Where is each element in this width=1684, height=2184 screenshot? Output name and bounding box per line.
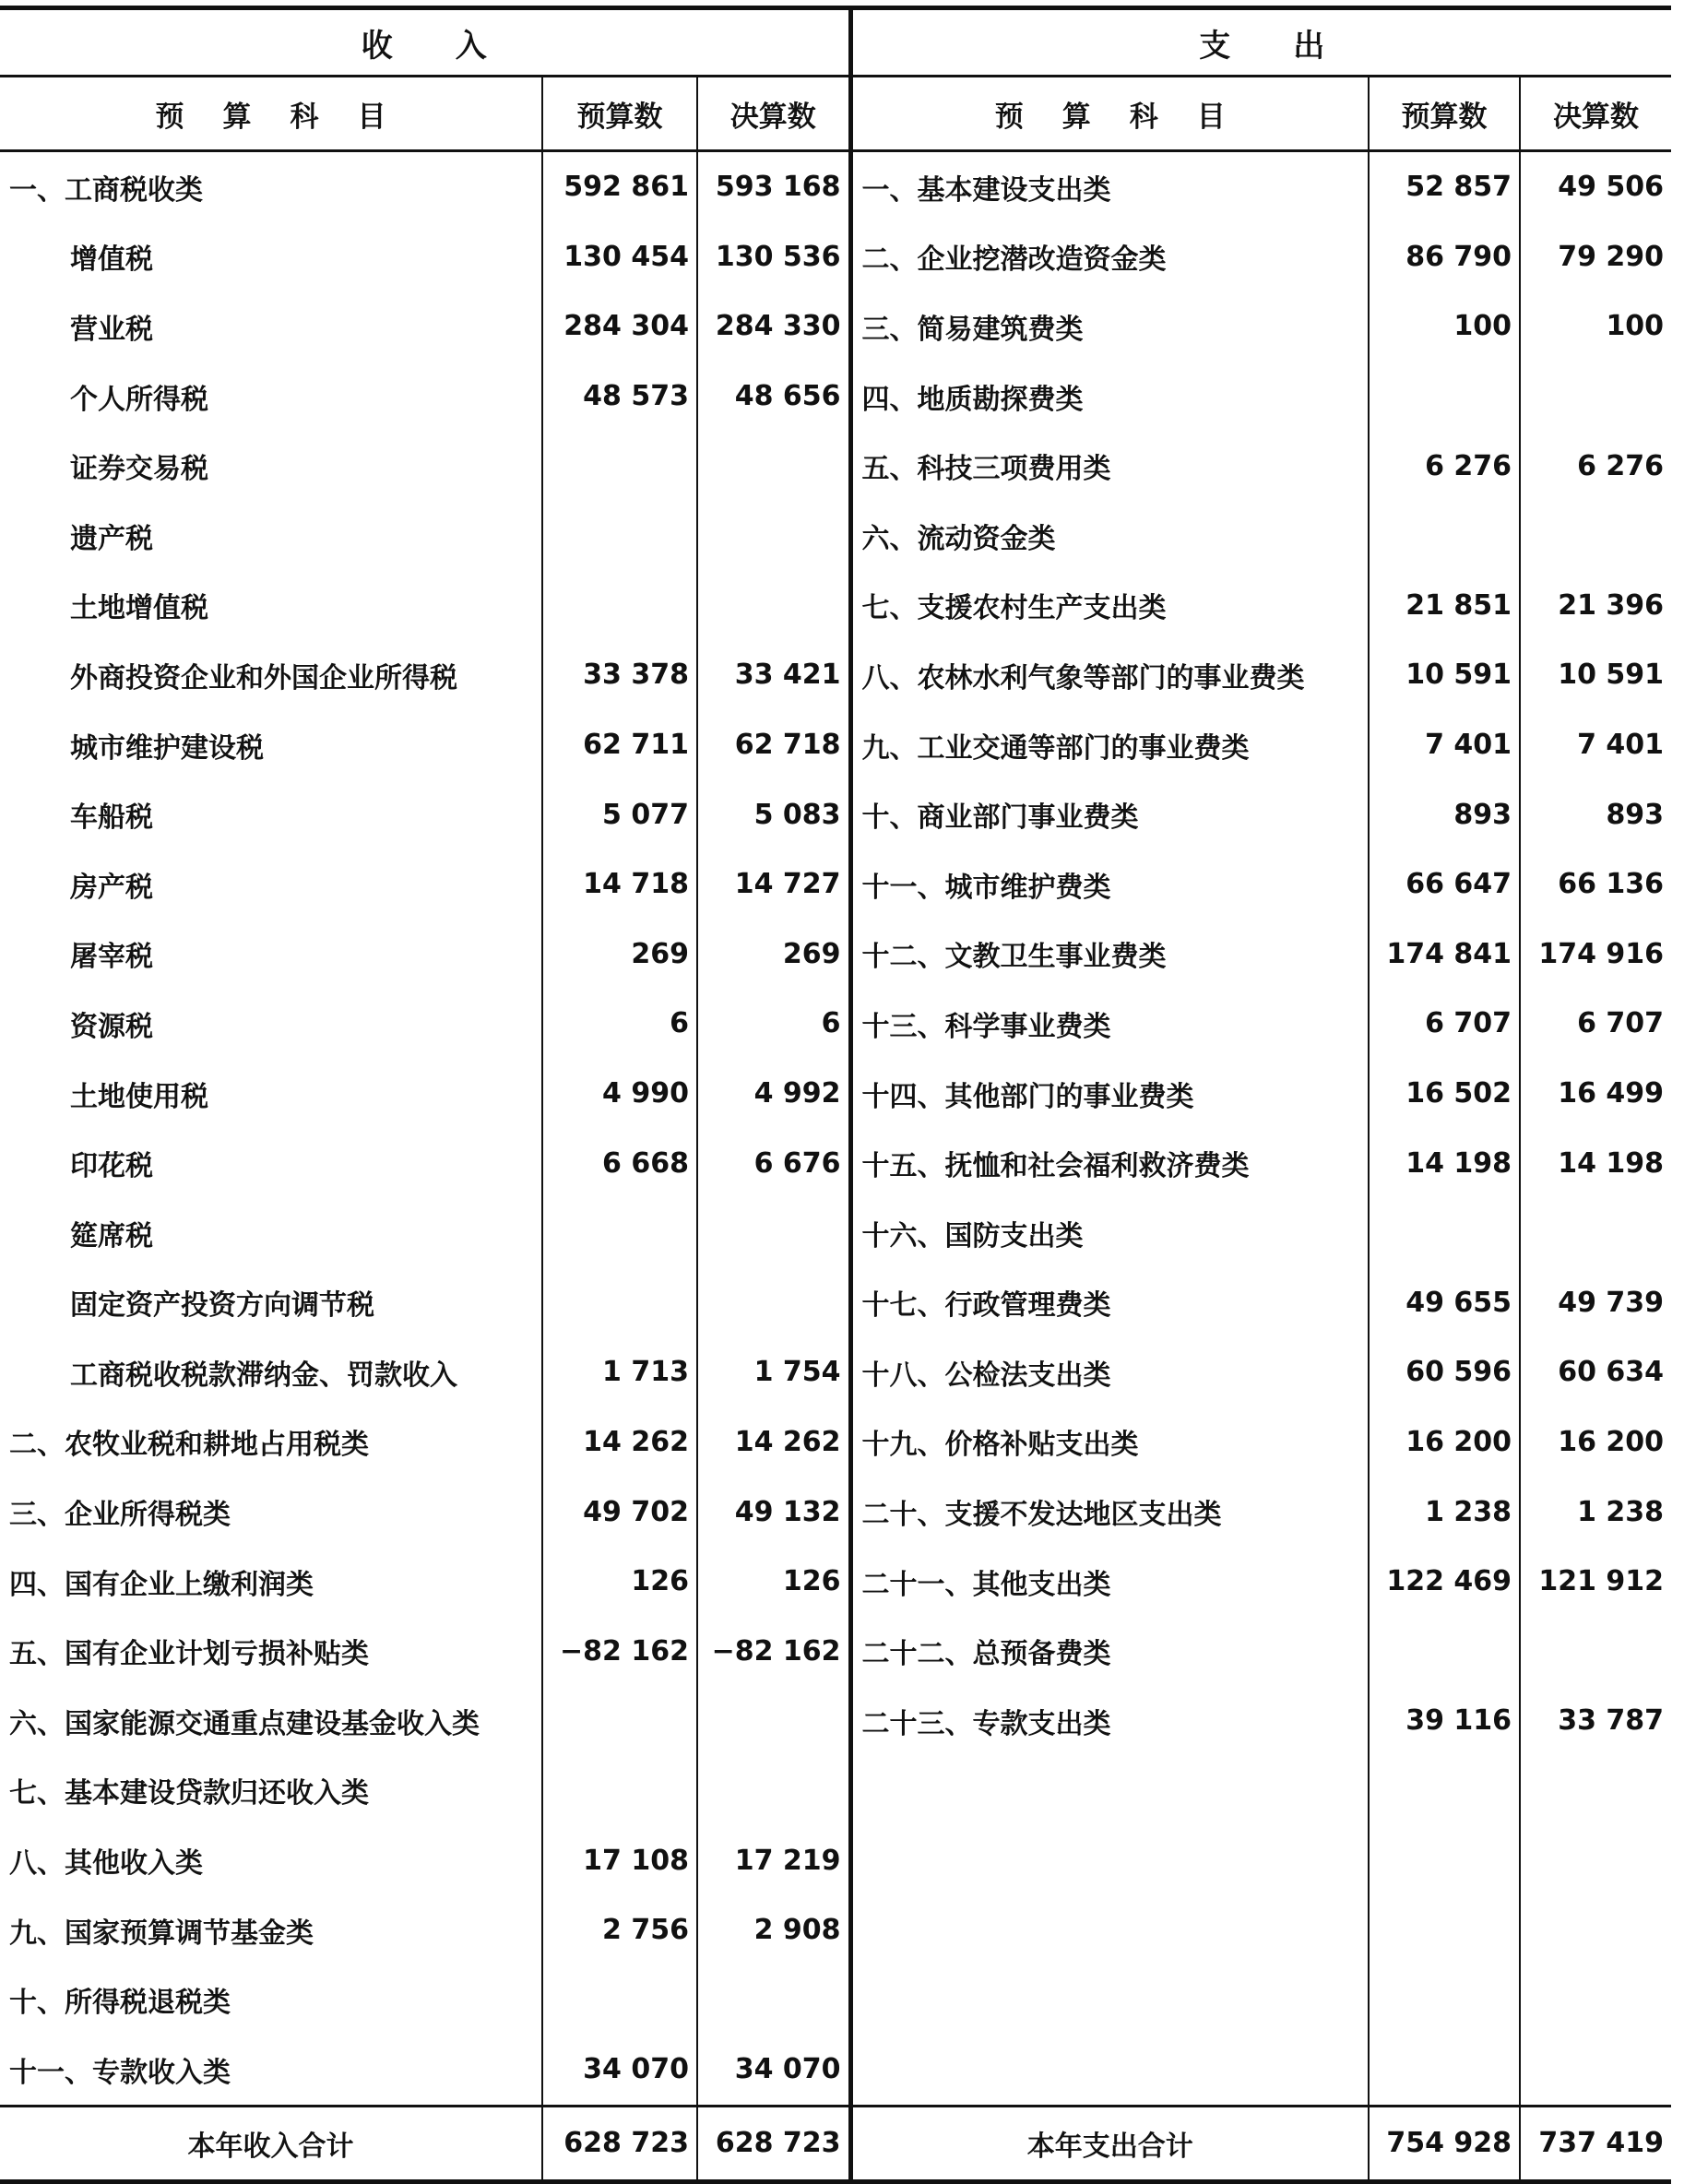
income-budget-value: 62 711 (542, 710, 697, 780)
table-row (0, 1337, 1671, 1407)
income-final-value (697, 431, 850, 501)
expense-budget-value: 893 (1369, 779, 1520, 849)
expense-final-value: 893 (1606, 798, 1665, 831)
income-item-name: 工商税收税款滞纳金、罚款收入 (0, 1337, 542, 1407)
table-row (0, 1895, 1671, 1965)
expense-budget-header: 预算数 (1369, 77, 1520, 151)
income-item-name: 土地增值税 (0, 571, 542, 641)
income-item-name: 资源税 (0, 989, 542, 1059)
table-row (0, 1686, 1671, 1756)
table-row (0, 1477, 1671, 1547)
expense-final-value: 66 136 (1558, 868, 1665, 901)
total-row (0, 2106, 1671, 2181)
budget-table (0, 6, 1671, 2184)
income-final-value (697, 571, 850, 641)
expense-budget-value: 122 469 (1369, 1547, 1520, 1617)
income-budget-value: 6 (542, 989, 697, 1059)
expense-final-value: 174 916 (1538, 937, 1665, 970)
expense-section-title: 支 出 (850, 8, 1671, 77)
income-budget-value: 4 990 (542, 1059, 697, 1129)
income-final-value: 269 (697, 920, 850, 990)
income-item-name: 九、国家预算调节基金类 (0, 1895, 542, 1965)
income-item-name: 营业税 (0, 291, 542, 362)
expense-item-name (850, 1964, 1369, 2035)
income-item-name: 车船税 (0, 779, 542, 849)
table-row (0, 222, 1671, 292)
income-budget-value: −82 162 (542, 1616, 697, 1686)
income-budget-value (542, 1756, 697, 1826)
expense-item-name: 三、简易建筑费类 (850, 291, 1369, 362)
expense-budget-value: 16 200 (1369, 1407, 1520, 1478)
income-final-value: 34 070 (697, 2035, 850, 2106)
expense-budget-value: 174 841 (1369, 920, 1520, 990)
expense-final-value: 60 634 (1558, 1356, 1665, 1389)
expense-total-budget: 754 928 (1369, 2106, 1520, 2181)
expense-final-value: 100 (1606, 310, 1665, 343)
expense-final-value (1520, 1616, 1671, 1686)
table-row (0, 1825, 1671, 1895)
expense-item-name: 十七、行政管理费类 (850, 1268, 1369, 1338)
income-final-value: 14 727 (697, 849, 850, 920)
income-final-value: 2 908 (697, 1895, 850, 1965)
table-row (0, 640, 1671, 710)
income-item-name: 二、农牧业税和耕地占用税类 (0, 1407, 542, 1478)
expense-item-name: 七、支援农村生产支出类 (850, 571, 1369, 641)
expense-total-final: 737 419 (1520, 2106, 1671, 2181)
income-final-value: 17 219 (697, 1825, 850, 1895)
income-budget-value: 6 668 (542, 1128, 697, 1198)
expense-final-value: 6 707 (1577, 1007, 1665, 1040)
expense-budget-value: 52 857 (1369, 151, 1520, 222)
expense-budget-value (1369, 1964, 1520, 2035)
income-final-value: 48 656 (697, 362, 850, 432)
income-final-value: 284 330 (697, 291, 850, 362)
table-row (0, 920, 1671, 990)
income-budget-value (542, 1964, 697, 2035)
income-item-header: 预算科目 (0, 77, 542, 151)
expense-item-name: 十五、抚恤和社会福利救济费类 (850, 1128, 1369, 1198)
income-budget-header: 预算数 (542, 77, 697, 151)
income-final-header: 决算数 (697, 77, 850, 151)
expense-final-value: 14 198 (1558, 1146, 1665, 1180)
expense-item-name: 十一、城市维护费类 (850, 849, 1369, 920)
expense-final-value: 21 396 (1558, 588, 1665, 622)
income-item-name: 证券交易税 (0, 431, 542, 501)
table-row (0, 1964, 1671, 2035)
income-final-value (697, 1756, 850, 1826)
income-item-name: 增值税 (0, 222, 542, 292)
expense-budget-value: 7 401 (1369, 710, 1520, 780)
income-budget-value (542, 571, 697, 641)
income-budget-value: 14 718 (542, 849, 697, 920)
expense-final-value (1520, 501, 1671, 571)
expense-item-name: 一、基本建设支出类 (850, 151, 1369, 222)
table-row (0, 779, 1671, 849)
income-item-name: 房产税 (0, 849, 542, 920)
income-budget-value: 592 861 (542, 151, 697, 222)
income-item-name: 十、所得税退税类 (0, 1964, 542, 2035)
income-final-value: 130 536 (697, 222, 850, 292)
income-budget-value: 5 077 (542, 779, 697, 849)
income-final-value (697, 1268, 850, 1338)
table-row (0, 710, 1671, 780)
expense-final-value (1520, 1756, 1671, 1826)
expense-final-value (1520, 2035, 1671, 2106)
income-budget-value: 1 713 (542, 1337, 697, 1407)
income-total-label: 本年收入合计 (0, 2106, 542, 2181)
income-final-value: 4 992 (697, 1059, 850, 1129)
expense-final-header: 决算数 (1520, 77, 1671, 151)
income-item-name: 城市维护建设税 (0, 710, 542, 780)
expense-final-value (1520, 1964, 1671, 2035)
expense-budget-value: 86 790 (1369, 222, 1520, 292)
expense-item-name: 二十三、专款支出类 (850, 1686, 1369, 1756)
expense-final-value: 6 276 (1577, 449, 1665, 482)
income-final-value: 1 754 (697, 1337, 850, 1407)
income-budget-value (542, 1268, 697, 1338)
income-final-value (697, 1964, 850, 2035)
expense-item-name: 十二、文教卫生事业费类 (850, 920, 1369, 990)
expense-item-name: 二十二、总预备费类 (850, 1616, 1369, 1686)
expense-budget-value (1369, 1756, 1520, 1826)
table-row (0, 362, 1671, 432)
income-final-value (697, 501, 850, 571)
expense-item-name (850, 1825, 1369, 1895)
income-budget-value: 48 573 (542, 362, 697, 432)
expense-final-value: 121 912 (1538, 1565, 1665, 1598)
expense-budget-value (1369, 1895, 1520, 1965)
income-final-value: 593 168 (697, 151, 850, 222)
expense-item-name: 五、科技三项费用类 (850, 431, 1369, 501)
expense-item-name: 十六、国防支出类 (850, 1198, 1369, 1268)
expense-item-name: 十八、公检法支出类 (850, 1337, 1369, 1407)
expense-budget-value (1369, 2035, 1520, 2106)
expense-final-value: 10 591 (1558, 659, 1665, 692)
expense-budget-value: 14 198 (1369, 1128, 1520, 1198)
income-item-name: 八、其他收入类 (0, 1825, 542, 1895)
expense-budget-value: 10 591 (1369, 640, 1520, 710)
table-row (0, 2035, 1671, 2106)
income-item-name: 印花税 (0, 1128, 542, 1198)
expense-budget-value (1369, 501, 1520, 571)
income-total-final: 628 723 (697, 2106, 850, 2181)
table-row (0, 1547, 1671, 1617)
expense-item-header: 预算科目 (850, 77, 1369, 151)
expense-budget-value (1369, 1825, 1520, 1895)
expense-final-value: 49 506 (1558, 171, 1665, 204)
income-final-value (697, 1686, 850, 1756)
income-budget-value (542, 431, 697, 501)
expense-final-value: 79 290 (1558, 240, 1665, 273)
income-final-value: 62 718 (697, 710, 850, 780)
income-item-name: 六、国家能源交通重点建设基金收入类 (0, 1686, 542, 1756)
expense-final-value: 16 499 (1558, 1077, 1665, 1110)
table-body (0, 151, 1671, 2107)
income-final-value: 5 083 (697, 779, 850, 849)
expense-item-name: 九、工业交通等部门的事业费类 (850, 710, 1369, 780)
table-row (0, 1198, 1671, 1268)
expense-item-name: 二、企业挖潜改造资金类 (850, 222, 1369, 292)
expense-final-value (1520, 362, 1671, 432)
table-row (0, 431, 1671, 501)
table-row (0, 1756, 1671, 1826)
expense-budget-value: 16 502 (1369, 1059, 1520, 1129)
expense-budget-value: 49 655 (1369, 1268, 1520, 1338)
table-row (0, 1059, 1671, 1129)
table-row (0, 151, 1671, 222)
income-item-name: 筵席税 (0, 1198, 542, 1268)
expense-budget-value: 21 851 (1369, 571, 1520, 641)
income-item-name: 四、国有企业上缴利润类 (0, 1547, 542, 1617)
expense-item-name (850, 1756, 1369, 1826)
expense-final-value: 49 739 (1558, 1286, 1665, 1319)
income-final-value: 126 (697, 1547, 850, 1617)
expense-item-name (850, 2035, 1369, 2106)
income-final-value: −82 162 (697, 1616, 850, 1686)
income-budget-value: 269 (542, 920, 697, 990)
expense-final-value (1520, 1198, 1671, 1268)
expense-budget-value: 60 596 (1369, 1337, 1520, 1407)
expense-item-name: 十、商业部门事业费类 (850, 779, 1369, 849)
income-budget-value: 14 262 (542, 1407, 697, 1478)
income-final-value: 6 676 (697, 1128, 850, 1198)
expense-total-label: 本年支出合计 (850, 2106, 1369, 2181)
income-budget-value: 126 (542, 1547, 697, 1617)
income-final-value: 6 (697, 989, 850, 1059)
expense-item-name: 六、流动资金类 (850, 501, 1369, 571)
table-row (0, 1128, 1671, 1198)
income-item-name: 个人所得税 (0, 362, 542, 432)
expense-item-name: 十四、其他部门的事业费类 (850, 1059, 1369, 1129)
expense-item-name (850, 1895, 1369, 1965)
income-final-value (697, 1198, 850, 1268)
income-item-name: 七、基本建设贷款归还收入类 (0, 1756, 542, 1826)
expense-final-value: 1 238 (1577, 1495, 1665, 1528)
income-final-value: 14 262 (697, 1407, 850, 1478)
income-budget-value: 284 304 (542, 291, 697, 362)
expense-budget-value (1369, 362, 1520, 432)
expense-item-name: 十九、价格补贴支出类 (850, 1407, 1369, 1478)
income-budget-value: 130 454 (542, 222, 697, 292)
income-budget-value: 34 070 (542, 2035, 697, 2106)
expense-budget-value: 6 707 (1369, 989, 1520, 1059)
table-row (0, 1407, 1671, 1478)
table-row (0, 1268, 1671, 1338)
expense-budget-value (1369, 1198, 1520, 1268)
income-final-value: 33 421 (697, 640, 850, 710)
expense-final-value (1520, 1825, 1671, 1895)
section-header-row (0, 8, 1671, 77)
expense-final-value: 7 401 (1577, 729, 1665, 762)
expense-budget-value: 66 647 (1369, 849, 1520, 920)
income-budget-value (542, 1686, 697, 1756)
expense-budget-value: 100 (1369, 291, 1520, 362)
table-row (0, 571, 1671, 641)
expense-final-value (1520, 1895, 1671, 1965)
income-item-name: 十一、专款收入类 (0, 2035, 542, 2106)
income-section-title: 收 入 (0, 8, 850, 77)
table-row (0, 291, 1671, 362)
income-final-value: 49 132 (697, 1477, 850, 1547)
table-row (0, 989, 1671, 1059)
income-item-name: 固定资产投资方向调节税 (0, 1268, 542, 1338)
income-budget-value (542, 501, 697, 571)
expense-budget-value: 6 276 (1369, 431, 1520, 501)
expense-item-name: 四、地质勘探费类 (850, 362, 1369, 432)
income-budget-value: 33 378 (542, 640, 697, 710)
income-item-name: 遗产税 (0, 501, 542, 571)
income-item-name: 屠宰税 (0, 920, 542, 990)
expense-final-value: 16 200 (1558, 1425, 1665, 1458)
income-total-budget: 628 723 (542, 2106, 697, 2181)
table-row (0, 849, 1671, 920)
expense-budget-value (1369, 1616, 1520, 1686)
expense-item-name: 十三、科学事业费类 (850, 989, 1369, 1059)
expense-item-name: 八、农林水利气象等部门的事业费类 (850, 640, 1369, 710)
column-header-row (0, 77, 1671, 151)
expense-final-value: 33 787 (1558, 1704, 1665, 1738)
table-row (0, 1616, 1671, 1686)
income-item-name: 土地使用税 (0, 1059, 542, 1129)
income-item-name: 外商投资企业和外国企业所得税 (0, 640, 542, 710)
income-budget-value: 2 756 (542, 1895, 697, 1965)
expense-item-name: 二十、支援不发达地区支出类 (850, 1477, 1369, 1547)
expense-budget-value: 39 116 (1369, 1686, 1520, 1756)
income-budget-value: 49 702 (542, 1477, 697, 1547)
income-budget-value: 17 108 (542, 1825, 697, 1895)
income-item-name: 一、工商税收类 (0, 151, 542, 222)
income-budget-value (542, 1198, 697, 1268)
income-item-name: 三、企业所得税类 (0, 1477, 542, 1547)
table-row (0, 501, 1671, 571)
expense-budget-value: 1 238 (1369, 1477, 1520, 1547)
expense-item-name: 二十一、其他支出类 (850, 1547, 1369, 1617)
income-item-name: 五、国有企业计划亏损补贴类 (0, 1616, 542, 1686)
